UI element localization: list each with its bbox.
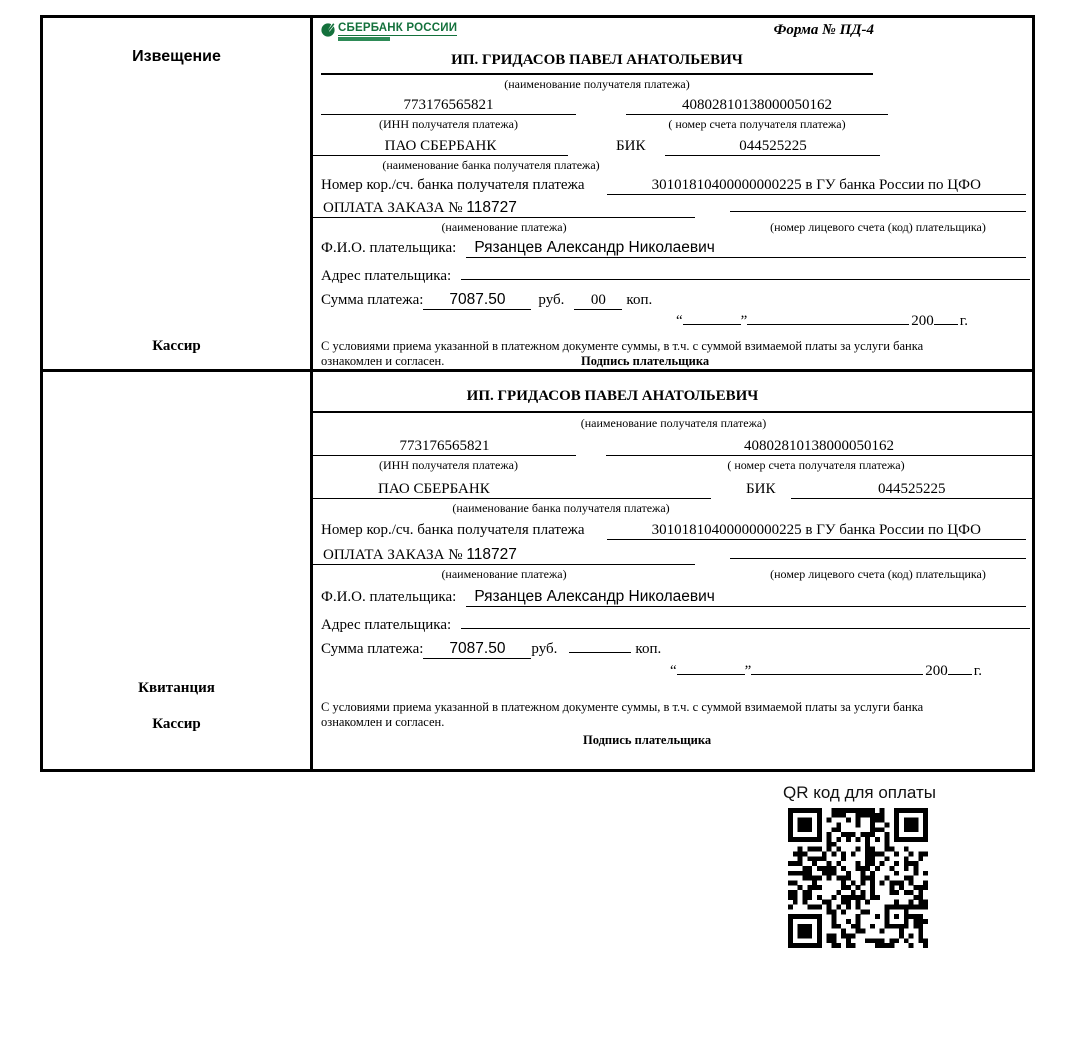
quote-open: “ [675, 313, 683, 329]
corr-label-2: Номер кор./сч. банка получателя платежа [321, 522, 585, 538]
recipient-caption: (наименование получателя платежа) [504, 77, 690, 91]
payer-name-row-2 [321, 588, 1026, 607]
bank-name: ПАО СБЕРБАНК [313, 138, 568, 156]
rub-label-2: руб. [531, 641, 558, 657]
quote-open-2: “ [669, 663, 677, 679]
bik-value: 044525225 [665, 138, 880, 156]
quote-close: ” [740, 313, 748, 329]
agreement-text: С условиями приема указанной в платежном документе суммы, в т.ч. с суммой взимаемой платы за услуги банка ознакомлен и согласен. [321, 339, 924, 368]
sberbank-logo [321, 22, 457, 42]
payment-name-row [321, 199, 1026, 218]
order-number-value-2: 118727 [466, 546, 517, 563]
personal-account-caption: (номер лицевого счета (код) плательщика) [770, 220, 986, 234]
rub-label: руб. [538, 292, 565, 308]
sberbank-brand-text: СБЕРБАНК РОССИИ [338, 22, 458, 34]
receipt-main-cell [313, 372, 1032, 769]
signature-label: Подпись плательщика [581, 354, 710, 368]
kopecks-value: 00 [574, 292, 622, 310]
address-blank-line [461, 261, 1030, 280]
notice-section [40, 15, 1035, 372]
corr-label: Номер кор./сч. банка получателя платежа [321, 177, 585, 193]
amount-value-2: 7087.50 [423, 640, 531, 659]
payer-name-row [321, 239, 1026, 258]
bank-name-2: ПАО СБЕРБАНК [313, 481, 711, 499]
personal-account-blank-2 [730, 558, 1026, 559]
agreement-text-2: С условиями приема указанной в платежном документе суммы, в т.ч. с суммой взимаемой платы за услуги банка ознакомлен и согласен. [321, 700, 924, 729]
inn-value-2: 773176565821 [313, 438, 576, 456]
bik-label-2: БИК [746, 481, 776, 497]
bank-caption: (наименование банка получателя платежа) [382, 158, 600, 172]
form-number: Форма № ПД-4 [773, 22, 874, 38]
account-value-2: 40802810138000050162 [606, 438, 1032, 456]
cashier-label: Кассир [152, 338, 201, 354]
personal-account-caption-2: (номер лицевого счета (код) плательщика) [770, 567, 986, 581]
recipient-caption-2: (наименование получателя платежа) [580, 416, 767, 430]
amount-value: 7087.50 [423, 291, 531, 310]
year-blank [934, 324, 958, 325]
corr-account-row [321, 177, 1026, 195]
qr-caption: QR код для оплаты [783, 783, 937, 802]
kopecks-blank-2 [569, 652, 631, 653]
date-row-2 [321, 663, 1026, 680]
payment-name-row-2 [321, 546, 1026, 565]
cashier-label-2: Кассир [152, 716, 201, 732]
payer-name-value-2: Рязанцев Александр Николаевич [466, 588, 1026, 607]
inn-account-row [321, 97, 1026, 115]
payment-caption-2: (наименование платежа) [441, 567, 567, 581]
personal-account-blank [730, 211, 1026, 212]
agreement-block [321, 339, 973, 369]
corr-account-value: 30101810400000000225 в ГУ банка России по ЦФО [607, 177, 1026, 195]
payer-name-value: Рязанцев Александр Николаевич [466, 239, 1026, 258]
header-row [321, 22, 1026, 50]
recipient-name-2: ИП. ГРИДАСОВ ПАВЕЛ АНАТОЛЬЕВИЧ [313, 388, 1032, 413]
month-blank [747, 324, 909, 325]
payment-caption: (наименование платежа) [441, 220, 567, 234]
inn-account-captions-2 [321, 458, 1026, 472]
kop-label-2: коп. [635, 641, 662, 657]
bank-row-2 [321, 481, 1026, 499]
agreement-block-2 [321, 700, 973, 730]
amount-row [321, 291, 1026, 310]
inn-account-captions [321, 117, 1026, 131]
account-value: 40802810138000050162 [626, 97, 888, 115]
year-prefix-2: 200 [925, 663, 948, 679]
payment-name-2: ОПЛАТА ЗАКАЗА № 118727 [313, 546, 695, 565]
address-label: Адрес плательщика: [321, 268, 452, 284]
corr-account-value-2: 30101810400000000225 в ГУ банка России по ЦФО [607, 522, 1026, 540]
account-caption-2: ( номер счета получателя платежа) [727, 458, 905, 472]
payer-name-label: Ф.И.О. плательщика: [321, 240, 457, 256]
receipt-stub-cell [43, 372, 313, 769]
bank-caption-2: (наименование банка получателя платежа) [452, 501, 670, 515]
notice-label: Извещение [132, 48, 221, 65]
receipt-label: Квитанция [138, 680, 215, 696]
month-blank-2 [751, 674, 923, 675]
bank-row [321, 138, 1026, 156]
notice-main-cell [313, 18, 1032, 369]
quote-close-2: ” [744, 663, 752, 679]
payment-captions-row-2 [321, 567, 1026, 581]
inn-caption: (ИНН получателя платежа) [379, 117, 518, 131]
qr-block [783, 783, 937, 953]
recipient-name: ИП. ГРИДАСОВ ПАВЕЛ АНАТОЛЬЕВИЧ [321, 52, 873, 75]
inn-account-row-2 [321, 438, 1026, 456]
account-caption: ( номер счета получателя платежа) [668, 117, 846, 131]
year-prefix: 200 [911, 313, 934, 329]
logo-text-block [338, 22, 457, 41]
receipt-section [40, 369, 1035, 772]
day-blank [683, 324, 741, 325]
inn-caption-2: (ИНН получателя платежа) [379, 458, 518, 472]
notice-stub-cell [43, 18, 313, 369]
signature-label-2: Подпись плательщика [583, 733, 712, 747]
bik-label: БИК [616, 138, 646, 154]
inn-value: 773176565821 [321, 97, 576, 115]
address-label-2: Адрес плательщика: [321, 617, 452, 633]
corr-account-row-2 [321, 522, 1026, 540]
year-suffix-2: г. [973, 663, 982, 679]
amount-row-2 [321, 640, 1026, 659]
payer-address-row [321, 261, 1026, 285]
address-blank-line-2 [461, 610, 1030, 629]
year-blank-2 [948, 674, 972, 675]
amount-label: Сумма платежа: [321, 292, 424, 308]
year-suffix: г. [959, 313, 968, 329]
qr-code [788, 808, 928, 948]
amount-label-2: Сумма платежа: [321, 641, 424, 657]
payment-captions-row [321, 220, 1026, 234]
order-number-value: 118727 [466, 199, 517, 216]
payer-name-label-2: Ф.И.О. плательщика: [321, 589, 457, 605]
logo-tagline-bar [338, 37, 390, 41]
payer-address-row-2 [321, 610, 1026, 634]
sberbank-logo-icon [321, 22, 335, 42]
kop-label: коп. [626, 292, 653, 308]
date-row [321, 313, 1026, 330]
payment-name: ОПЛАТА ЗАКАЗА № 118727 [313, 199, 695, 218]
day-blank-2 [677, 674, 745, 675]
bik-value-2: 044525225 [791, 481, 1032, 499]
